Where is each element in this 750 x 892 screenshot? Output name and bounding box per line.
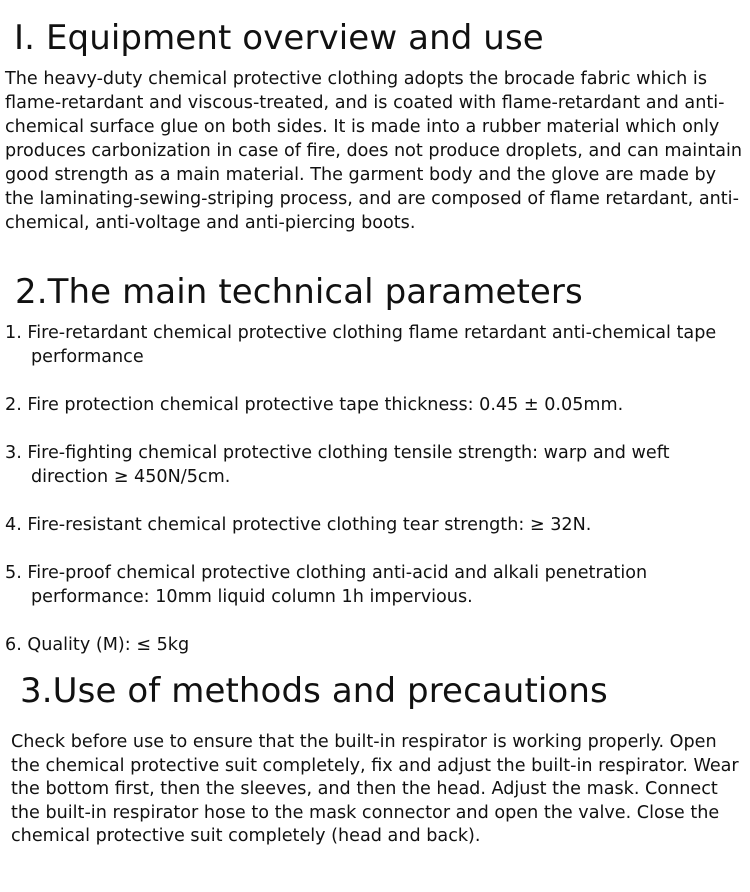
section-1-body: The heavy-duty chemical protective clothing adopts the brocade fabric which is flame-retardant and viscous-treated, and is coated with flame-retardant and anti-chemical surface glue on both sides. It is made into a rubber material which only produces carbonization in case of fire, does not produce droplets, and can maintain good strength as a main material. The garment body and the glove are made by the laminating-sewing-striping process, and are composed of flame retardant, anti-chemical, anti-voltage and anti-piercing boots. xyxy=(5,69,743,233)
section-2-title: 2.The main technical parameters xyxy=(15,272,583,312)
section-3-title: 3.Use of methods and precautions xyxy=(20,671,608,711)
parameter-item-5: 5. Fire-proof chemical protective clothing anti-acid and alkali penetration performance: 10mm liquid column 1h impervious. xyxy=(5,563,648,607)
parameter-item-3: 3. Fire-fighting chemical protective clothing tensile strength: warp and weft direction ≥ 450N/5cm. xyxy=(5,443,670,487)
section-1-title: I. Equipment overview and use xyxy=(14,18,544,58)
parameter-item-6: 6. Quality (M): ≤ 5kg xyxy=(5,635,190,655)
parameter-item-4: 4. Fire-resistant chemical protective clothing tear strength: ≥ 32N. xyxy=(5,515,592,535)
section-3-body: Check before use to ensure that the built-in respirator is working properly. Open the chemical protective suit completely, fix and adjust the built-in respirator. Wear the bottom first, then the sleeves, and then the head. Adjust the mask. Connect the built-in respirator hose to the mask connector and open the valve. Close the chemical protective suit completely (head and back). xyxy=(11,732,739,846)
parameter-item-2: 2. Fire protection chemical protective tape thickness: 0.45 ± 0.05mm. xyxy=(5,395,624,415)
parameter-item-1: 1. Fire-retardant chemical protective clothing flame retardant anti-chemical tape performance xyxy=(5,323,717,367)
